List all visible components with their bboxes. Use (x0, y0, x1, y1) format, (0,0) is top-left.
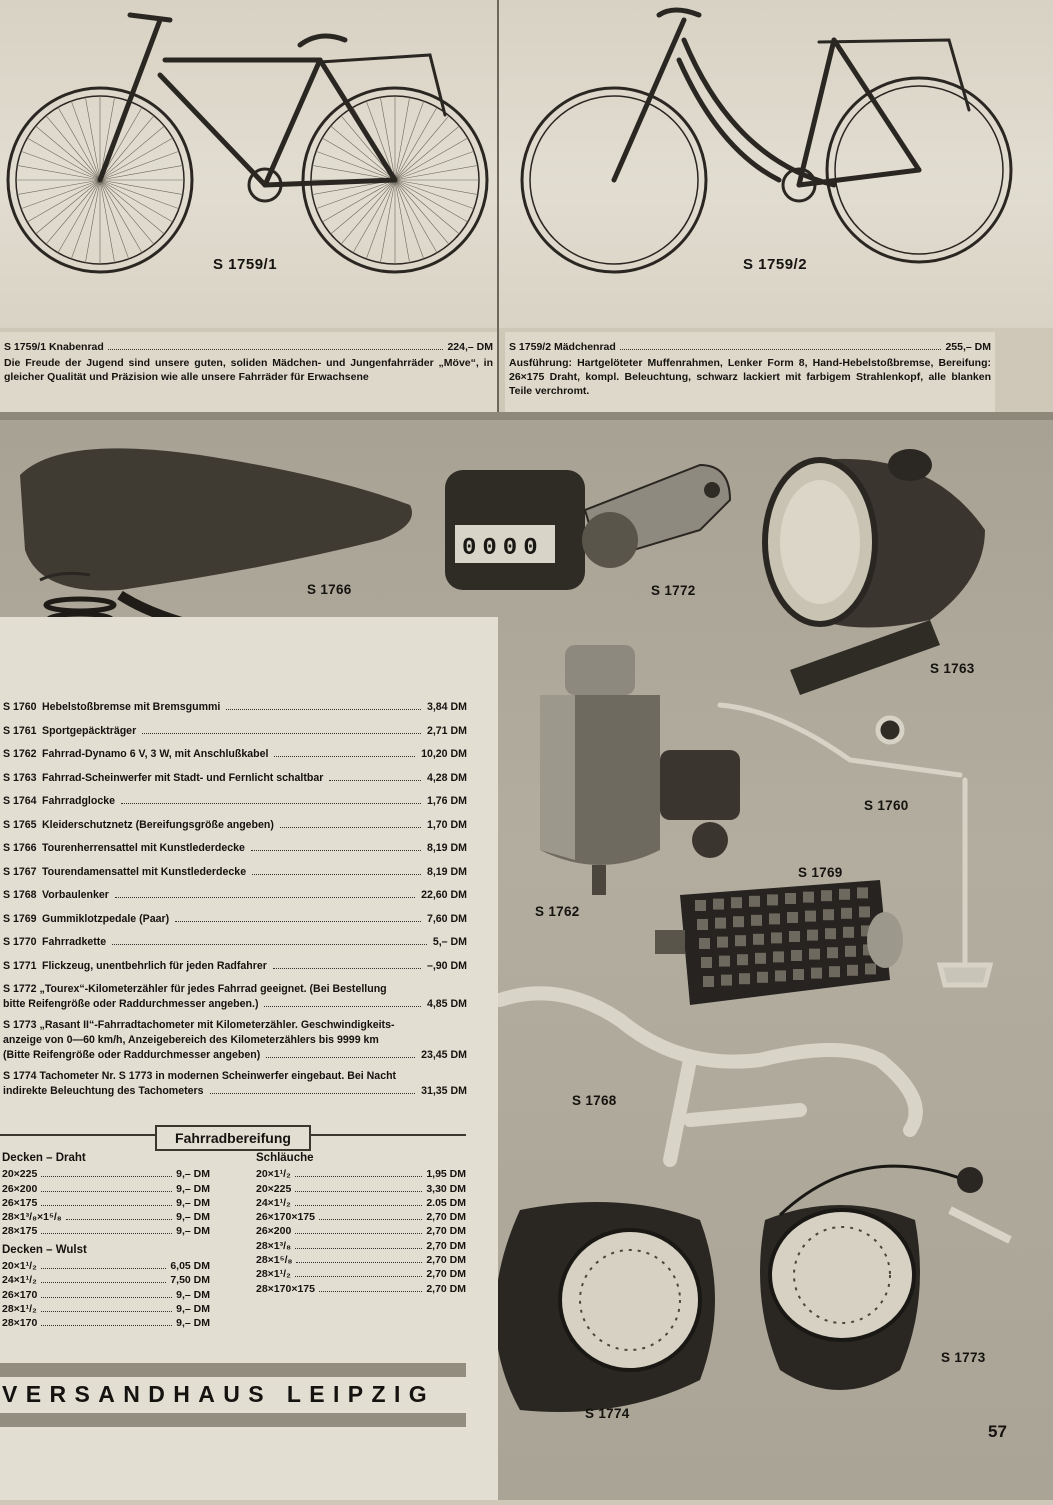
desc-price-right: 255,– DM (945, 341, 991, 353)
dot-leader (41, 1325, 172, 1326)
tire-size: 28×1⁵/₈ (256, 1254, 293, 1267)
tire-price: 9,– DM (176, 1225, 210, 1238)
price-list (3, 696, 467, 1105)
dot-leader (41, 1205, 172, 1206)
tire-size: 20×1¹/₂ (256, 1168, 291, 1181)
desc-name-left: Knabenrad (48, 341, 104, 353)
tire-size: 28×1¹/₂ (2, 1302, 37, 1315)
tire-row (2, 1259, 210, 1273)
price-row: S 1771 Flickzeug, unentbehrlich für jeden Radfahrer –,90 DM (3, 959, 467, 972)
label-dynamo: S 1762 (535, 904, 580, 919)
desc-price-left: 224,– DM (447, 341, 493, 353)
tire-price: 2.05 DM (426, 1196, 466, 1209)
dot-leader (41, 1311, 172, 1312)
tire-row (2, 1316, 210, 1330)
tire-size: 20×225 (2, 1168, 38, 1181)
dot-leader (41, 1268, 167, 1269)
tire-row (2, 1210, 210, 1224)
tire-price: 9,– DM (176, 1168, 210, 1181)
tire-size: 26×175 (2, 1196, 38, 1209)
price-row: S 1768 Vorbaulenker 22,60 DM (3, 889, 467, 901)
footer-stripe-top (0, 1363, 466, 1377)
tire-row (256, 1282, 466, 1296)
dot-leader (41, 1191, 172, 1192)
tire-price: 7,50 DM (170, 1274, 210, 1287)
publisher-title: VERSANDHAUS LEIPZIG (2, 1381, 436, 1407)
price-row: S 1763 Fahrrad-Scheinwerfer mit Stadt- und Fernlicht schaltbar 4,28 DM (3, 771, 467, 784)
price-row: S 1764 Fahrradglocke 1,76 DM (3, 795, 467, 807)
tire-price: 3,30 DM (426, 1182, 466, 1195)
dot-leader (295, 1233, 422, 1234)
tire-size: 28×1³/₈ (256, 1239, 291, 1252)
tire-size: 24×1¹/₂ (2, 1274, 37, 1287)
tire-price: 6,05 DM (170, 1260, 210, 1273)
wulst-heading: Decken – Wulst (2, 1243, 87, 1256)
bike-photo-right (499, 0, 1053, 328)
bike-code-right: S 1759/2 (743, 256, 808, 273)
dot-leader (319, 1219, 422, 1220)
price-row: S 1760 Hebelstoßbremse mit Bremsgummi 3,84 DM (3, 701, 467, 713)
tire-price: 1,95 DM (426, 1168, 466, 1181)
label-brake: S 1760 (864, 798, 909, 813)
dot-leader (41, 1233, 172, 1234)
price-row-multiline: S 1772 „Tourex“-Kilometerzähler für jedes Fahrrad geeignet. (Bei Bestellung bitte Reifengröße oder Raddurchmesser angeben.) 4,85 DM (3, 983, 467, 1010)
tire-size: 26×170 (2, 1288, 38, 1301)
tire-price: 2,70 DM (426, 1282, 466, 1295)
tire-price: 9,– DM (176, 1302, 210, 1315)
girls-bike-illustration (499, 0, 1053, 328)
footer-stripe-bottom (0, 1413, 466, 1427)
dot-leader (295, 1248, 422, 1249)
tire-size: 26×170×175 (256, 1211, 315, 1224)
tire-size: 26×200 (256, 1225, 292, 1238)
schlaeuche-heading: Schläuche (256, 1152, 314, 1164)
price-row: S 1766 Tourenherrensattel mit Kunstlederdecke 8,19 DM (3, 842, 467, 854)
tire-row (256, 1167, 466, 1181)
desc-text-right: Ausführung: Hartgelöteter Muffenrahmen, Lenker Form 8, Hand-Hebelstoßbremse, Bereifung: 26×175 Draht, kompl. Beleuchtung, schwarz lackiert mit farbigem Strahlenkopf, alle blanken Teile verchromt. (509, 357, 991, 397)
tire-price: 2,70 DM (426, 1239, 466, 1252)
tire-price: 2,70 DM (426, 1225, 466, 1238)
dot-leader (295, 1205, 423, 1206)
dot-leader (295, 1191, 422, 1192)
dot-leader (295, 1276, 423, 1277)
price-row: S 1765 Kleiderschutznetz (Bereifungsgröße angeben) 1,70 DM (3, 818, 467, 831)
label-counter: S 1772 (651, 583, 696, 598)
tire-row (256, 1224, 466, 1238)
page-number: 57 (988, 1422, 1007, 1441)
counter-digits: 0000 (462, 535, 544, 562)
tire-size: 28×170×175 (256, 1282, 315, 1295)
dot-leader (296, 1262, 422, 1263)
tire-title-rule-right (311, 1134, 466, 1136)
speedometer-lamp-icon (495, 1202, 715, 1412)
price-row: S 1761 Sportgepäckträger 2,71 DM (3, 724, 467, 737)
dot-leader (41, 1282, 167, 1283)
tire-price: 9,– DM (176, 1196, 210, 1209)
dynamo-icon (540, 645, 740, 895)
tire-price: 2,70 DM (426, 1254, 466, 1267)
tire-size: 28×175 (2, 1225, 38, 1238)
pedal-icon (655, 880, 903, 1005)
dot-leader (319, 1291, 422, 1292)
tire-column-right (256, 1151, 466, 1296)
price-row: S 1769 Gummiklotzpedale (Paar) 7,60 DM (3, 912, 467, 925)
odometer-counter-icon (445, 465, 730, 590)
desc-text-left: Die Freude der Jugend sind unsere guten, soliden Mädchen- und Jungenfahrräder „Möve“, in gleicher Qualität und Präzision wie alle unsere Fahrräder für Erwachsene (4, 357, 493, 383)
tire-price: 2,70 DM (426, 1268, 466, 1281)
boys-bike-illustration (0, 0, 497, 328)
column-divider (497, 0, 499, 412)
label-pedal: S 1769 (798, 865, 843, 880)
desc-code-left: S 1759/1 (4, 341, 47, 353)
tire-price: 2,70 DM (426, 1211, 466, 1224)
tire-row (2, 1196, 210, 1210)
tire-size: 28×1³/₈×1⁵/₈ (2, 1211, 62, 1224)
tire-size: 20×1¹/₂ (2, 1260, 37, 1273)
label-headlamp: S 1763 (930, 661, 975, 676)
bike-code-left: S 1759/1 (213, 256, 278, 273)
dot-leader (620, 340, 942, 350)
section-separator (0, 412, 1053, 420)
label-saddle: S 1766 (307, 582, 352, 597)
dot-leader (66, 1219, 172, 1220)
tire-row (256, 1253, 466, 1267)
tire-row (2, 1167, 210, 1181)
tire-size: 28×170 (2, 1317, 38, 1330)
draht-heading: Decken – Draht (2, 1152, 86, 1164)
tire-row (2, 1273, 210, 1287)
tire-row (256, 1267, 466, 1281)
desc-name-right: Mädchenrad (553, 341, 616, 353)
dot-leader (41, 1176, 172, 1177)
tire-row (256, 1196, 466, 1210)
tire-column-left (2, 1151, 210, 1331)
label-tacho: S 1773 (941, 1350, 986, 1365)
price-row: S 1767 Tourendamensattel mit Kunstlederdecke 8,19 DM (3, 865, 467, 878)
tire-price: 9,– DM (176, 1317, 210, 1330)
bike-description-left (0, 332, 497, 412)
label-handlebar: S 1768 (572, 1093, 617, 1108)
tire-row (2, 1288, 210, 1302)
tire-size: 26×200 (2, 1182, 38, 1195)
price-row-multiline: S 1774 Tachometer Nr. S 1773 in modernen Scheinwerfer eingebaut. Bei Nacht indirekte Beleuchtung des Tachometers 31,35 DM (3, 1070, 467, 1097)
tire-title-rule-left (0, 1134, 155, 1136)
tire-row (2, 1302, 210, 1316)
headlamp-icon (765, 449, 985, 695)
tire-row (2, 1224, 210, 1238)
tire-price: 9,– DM (176, 1182, 210, 1195)
bike-description-right (505, 332, 995, 412)
tire-section-title: Fahrradbereifung (155, 1125, 311, 1151)
price-row: S 1770 Fahrradkette 5,– DM (3, 936, 467, 948)
price-row: S 1762 Fahrrad-Dynamo 6 V, 3 W, mit Anschlußkabel 10,20 DM (3, 748, 467, 760)
tire-row (2, 1182, 210, 1196)
desc-code-right: S 1759/2 (509, 341, 552, 353)
bike-photo-left (0, 0, 497, 328)
tire-row (256, 1182, 466, 1196)
tire-row (256, 1210, 466, 1224)
dot-leader (41, 1297, 172, 1298)
tire-size: 28×1¹/₂ (256, 1268, 291, 1281)
tire-price: 9,– DM (176, 1288, 210, 1301)
label-tacho-lamp: S 1774 (585, 1406, 630, 1421)
tire-size: 20×225 (256, 1182, 292, 1195)
tire-price: 9,– DM (176, 1211, 210, 1224)
dot-leader (108, 340, 444, 350)
tire-row (256, 1239, 466, 1253)
tire-size: 24×1¹/₂ (256, 1196, 291, 1209)
handlebar-icon (500, 993, 916, 1160)
price-row-multiline: S 1773 „Rasant II“-Fahrradtachometer mit Kilometerzähler. Geschwindigkeits- anzeige von 0—60 km/h, Anzeigebereich des Kilometerzählers bis 9999 km (Bitte Reifengröße oder Raddurchmesser angeben) 23,45 DM (3, 1019, 467, 1061)
dot-leader (295, 1176, 423, 1177)
